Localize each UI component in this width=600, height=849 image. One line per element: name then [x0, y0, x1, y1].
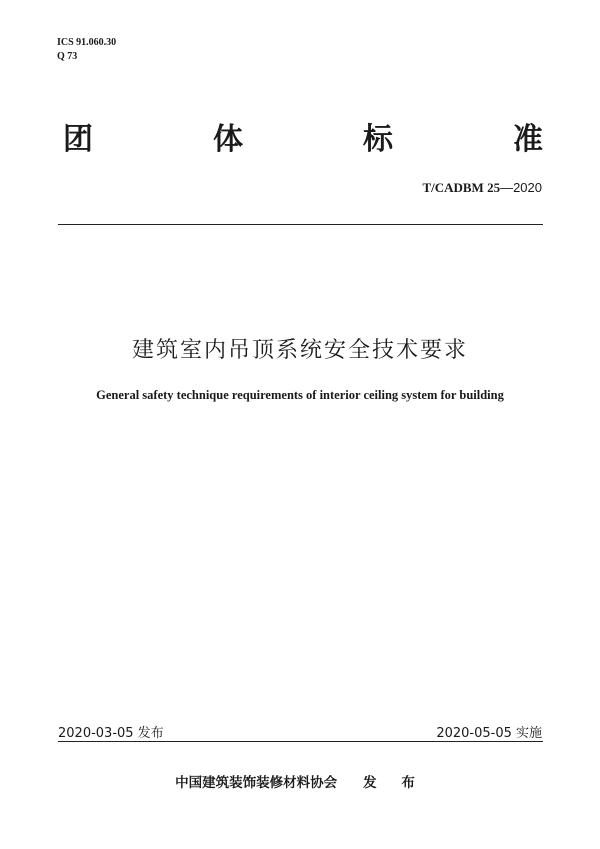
standard-type-heading	[63, 120, 543, 160]
classification-codes	[57, 36, 116, 63]
publisher-action: 发 布	[363, 775, 425, 791]
standard-type-char: 准	[513, 122, 543, 157]
standard-number-prefix: T/CADBM 25	[422, 180, 501, 195]
standard-number	[422, 180, 542, 196]
publisher-line	[0, 771, 600, 791]
publish-date: 2020-03-05 发布	[58, 726, 164, 741]
publisher-name: 中国建筑装饰装修材料协会	[175, 775, 338, 791]
bottom-divider	[58, 741, 543, 742]
top-divider	[58, 224, 543, 225]
standard-type-char: 体	[213, 122, 243, 157]
ics-code: ICS 91.060.30	[57, 37, 117, 48]
implementation-date: 2020-05-05 实施	[436, 726, 542, 741]
document-title-chinese: 建筑室内吊顶系统安全技术要求	[131, 338, 468, 363]
standard-number-year: —2020	[500, 180, 542, 195]
ccs-code: Q 73	[57, 50, 78, 62]
standard-type-char: 标	[363, 122, 393, 157]
standard-type-char: 团	[63, 122, 93, 157]
document-title-english: General safety technique requirements of interior ceiling system for building	[96, 388, 504, 402]
